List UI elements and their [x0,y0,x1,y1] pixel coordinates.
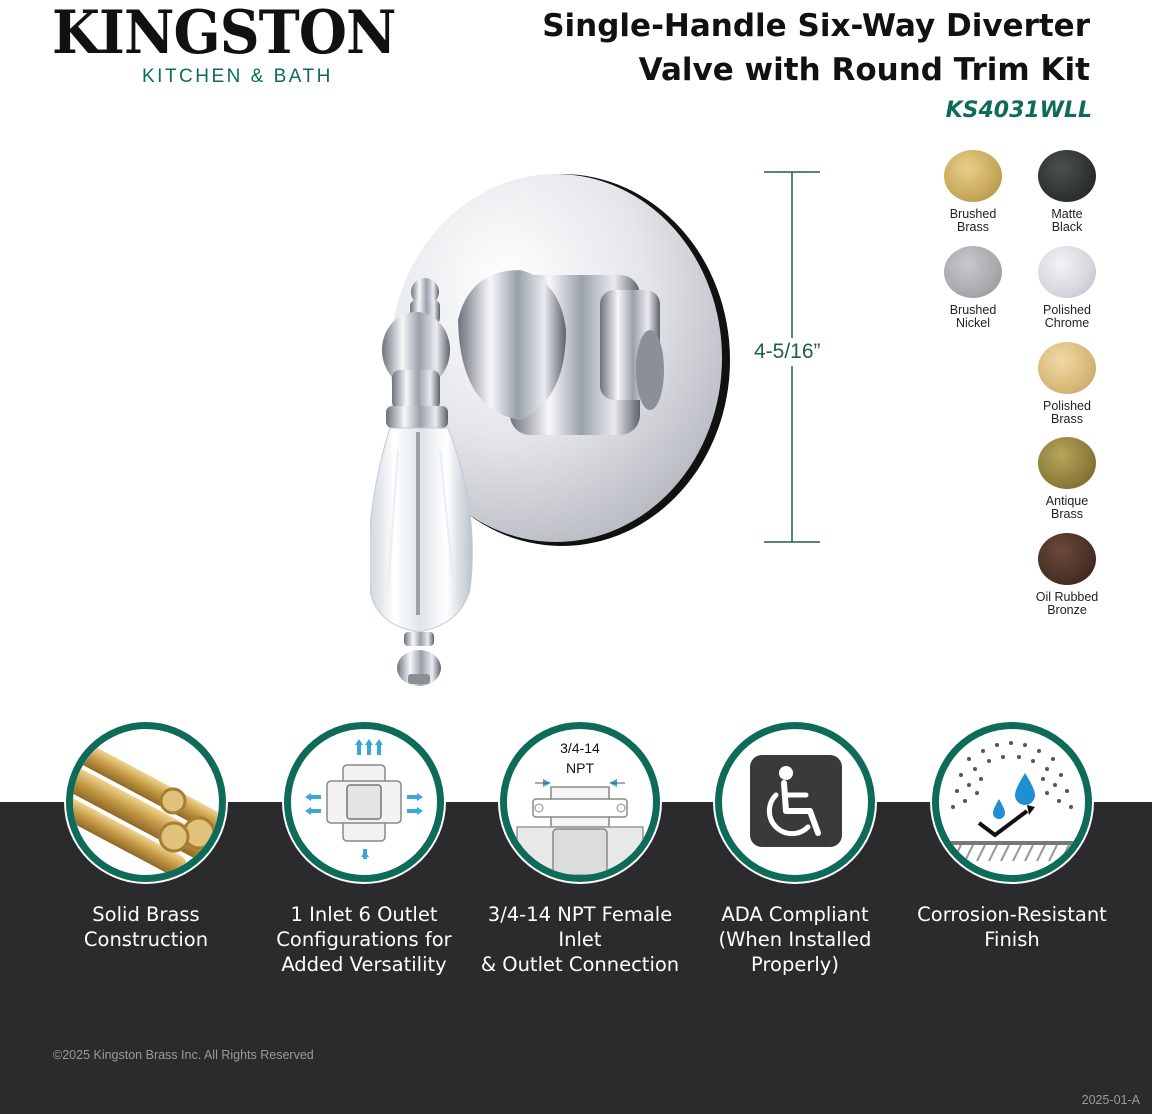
feature-npt-connection [465,722,695,977]
product-title-line1: Single-Handle Six-Way Diverter [542,8,1090,44]
swatch-color [1038,437,1096,489]
feature-caption-line1: ADA Compliant [721,903,869,926]
swatch-label-line1: Brushed [949,207,997,221]
feature-caption-line2: Finish [984,928,1040,951]
feature-caption [465,902,695,977]
swatch-color [944,150,1002,202]
brass-rods-icon [73,729,219,875]
feature-caption [680,902,910,977]
swatch-label-line2: Brass [1051,507,1083,521]
wheelchair-icon [722,729,868,875]
swatch-color [1038,246,1096,298]
finish-swatch-matte-black[interactable] [1017,150,1117,234]
feature-caption-line1: Corrosion-Resistant [917,903,1107,926]
brand-logo [52,2,432,88]
swatch-label-line1: Antique [1045,494,1089,508]
product-sku: KS4031WLL [945,98,1092,123]
npt-icon-npt-label: NPT [566,760,594,776]
swatch-label-line1: Oil Rubbed [1035,590,1099,604]
swatch-label-line1: Polished [1043,303,1091,317]
feature-caption-line2: & Outlet Connection [480,953,680,976]
valve-flow-icon [291,729,437,875]
swatch-label-line2: Black [1051,220,1083,234]
swatch-label-line2: Brass [1051,412,1083,426]
finish-swatch-brushed-brass[interactable] [923,150,1023,234]
finish-swatch-polished-chrome[interactable] [1017,246,1117,330]
feature-icon-circle [66,722,226,882]
product-image [370,170,740,690]
swatch-color [1038,342,1096,394]
swatch-label-line2: Bronze [1047,603,1087,617]
swatch-label-line2: Chrome [1044,316,1090,330]
feature-caption [31,902,261,952]
feature-icon-circle [284,722,444,882]
swatch-color [944,246,1002,298]
finish-swatch-polished-brass[interactable] [1017,342,1117,426]
swatch-label-line1: Matte [1051,207,1083,221]
feature-caption-line3: Added Versatility [281,953,447,976]
swatch-label-line1: Brushed [949,303,997,317]
swatch-label-line2: Brass [957,220,989,234]
swatch-color [1038,533,1096,585]
feature-caption-line1: 1 Inlet 6 Outlet [290,903,438,926]
feature-caption-line1: 3/4-14 NPT Female Inlet [487,903,673,951]
dimension-label: 4-5/16” [752,338,823,366]
product-title [530,4,1090,92]
feature-caption-line2: (When Installed [718,928,872,951]
finish-swatch-oil-rubbed-bronze[interactable] [1017,533,1117,617]
feature-caption-line3: Properly) [751,953,839,976]
corrosion-shield-icon [939,729,1085,875]
swatch-color [1038,150,1096,202]
npt-connector-icon [507,729,653,875]
copyright-text: ©2025 Kingston Brass Inc. All Rights Reserved [53,1048,314,1062]
finish-swatch-antique-brass[interactable] [1017,437,1117,521]
feature-icon-circle [932,722,1092,882]
finish-swatch-brushed-nickel[interactable] [923,246,1023,330]
feature-caption [897,902,1127,952]
feature-icon-circle [715,722,875,882]
brand-name: KINGSTON [52,0,396,68]
feature-solid-brass [31,722,261,952]
swatch-label-line2: Nickel [955,316,991,330]
product-title-line2: Valve with Round Trim Kit [638,52,1090,88]
feature-caption-line1: Solid Brass [92,903,200,926]
feature-corrosion-resistant [897,722,1127,952]
feature-inlet-outlet [249,722,479,977]
npt-icon-size-label: 3/4-14 [560,740,600,756]
feature-caption-line2: Construction [83,928,209,951]
feature-caption-line2: Configurations for [276,928,452,951]
revision-code: 2025-01-A [1081,1093,1140,1107]
brand-tagline: KITCHEN & BATH [142,66,333,87]
feature-caption [249,902,479,977]
swatch-label-line1: Polished [1043,399,1091,413]
feature-icon-circle [500,722,660,882]
feature-ada-compliant [680,722,910,977]
